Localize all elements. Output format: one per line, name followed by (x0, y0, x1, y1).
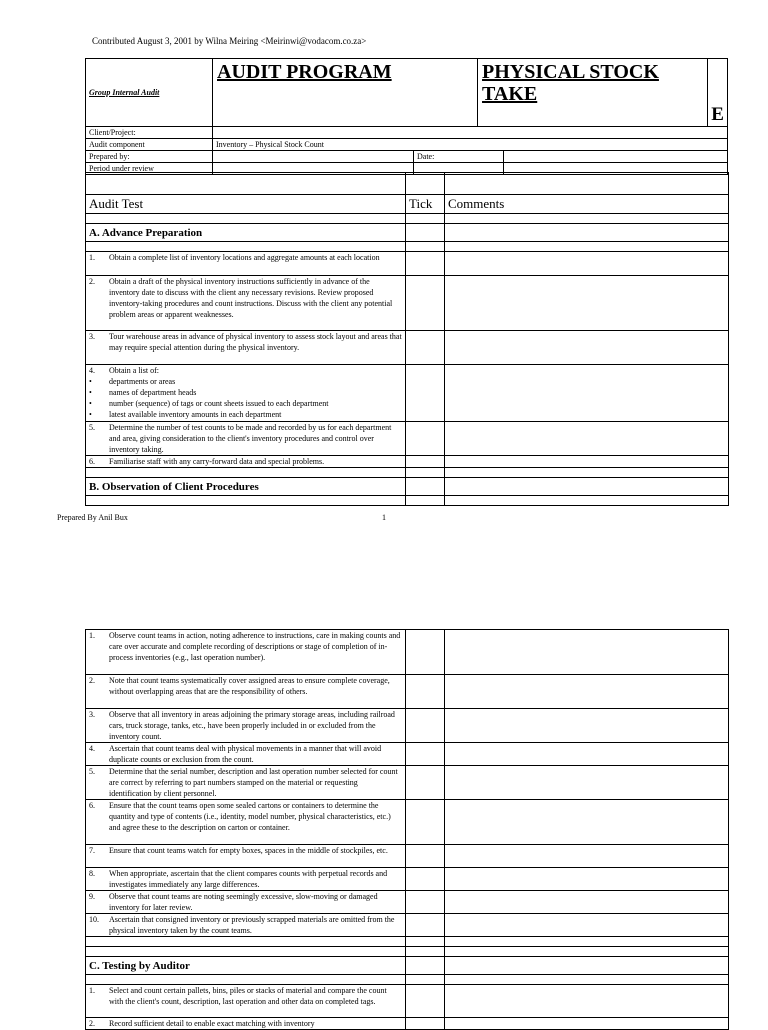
section-a-heading: A. Advance Preparation (86, 224, 406, 242)
bullet-icon: • (89, 388, 92, 397)
comments-cell[interactable] (445, 276, 729, 331)
list-item: 1. Select and count certain pallets, bins, piles or stacks of material and compare the count with the client's count, description, last operation and other data on completed tags. (86, 985, 406, 1018)
list-item: 5. Determine the number of test counts to be made and recorded by us for each department and area, giving consideration to the client's inventory procedures and control over inventory taking. (86, 422, 406, 456)
audit-program-title: AUDIT PROGRAM (213, 59, 478, 127)
list-item: 1. Observe count teams in action, noting adherence to instructions, care in making counts and care over accurate and complete recording of descriptions or stage of completion of in-process inventories (e.g., last operation number). (86, 630, 406, 675)
audit-header-table (85, 58, 728, 175)
date-label: Date: (414, 151, 504, 163)
tick-cell[interactable] (406, 365, 445, 422)
comments-cell[interactable] (445, 252, 729, 276)
audit-test-column-header: Audit Test (86, 195, 406, 214)
tick-cell[interactable] (406, 800, 445, 845)
tick-cell[interactable] (406, 331, 445, 365)
list-item: 7. Ensure that count teams watch for empty boxes, spaces in the middle of stockpiles, etc. (86, 845, 406, 868)
tick-cell[interactable] (406, 766, 445, 800)
tick-cell[interactable] (406, 252, 445, 276)
physical-stock-take-title: PHYSICAL STOCK TAKE (478, 59, 708, 127)
list-item: 9. Observe that count teams are noting seemingly excessive, slow-moving or damaged inventory for later review. (86, 891, 406, 914)
list-item: 3. Observe that all inventory in areas adjoining the primary storage areas, including railroad cars, truck storage, tanks, etc., have been properly included in or excluded from the inventory count. (86, 709, 406, 743)
audit-table-page-1 (85, 172, 729, 506)
tick-cell[interactable] (406, 845, 445, 868)
comments-cell[interactable] (445, 365, 729, 422)
tick-cell[interactable] (406, 675, 445, 709)
tick-cell[interactable] (406, 709, 445, 743)
audit-component-label: Audit component (86, 139, 213, 151)
list-item: 2. Obtain a draft of the physical inventory instructions sufficiently in advance of the inventory date to discuss with the client any necessary revisions. Review proposed inventory-taking procedures and count instructions. Discuss with the client any potential problem areas or apparent weaknesses. (86, 276, 406, 331)
bullet-icon: • (89, 399, 92, 408)
tick-cell[interactable] (406, 868, 445, 891)
bullet-icon: • (89, 410, 92, 419)
tick-cell[interactable] (406, 630, 445, 675)
list-item: 1. Obtain a complete list of inventory locations and aggregate amounts at each location (86, 252, 406, 276)
tick-cell[interactable] (406, 456, 445, 468)
list-item: 6. Ensure that the count teams open some sealed cartons or containers to determine the quantity and type of contents (i.e., identity, model number, physical characteristics, etc.) and agree these to the description on carton or container. (86, 800, 406, 845)
tick-cell[interactable] (406, 985, 445, 1018)
tick-cell[interactable] (406, 914, 445, 937)
tick-cell[interactable] (406, 422, 445, 456)
comments-cell[interactable] (445, 422, 729, 456)
contribution-note: Contributed August 3, 2001 by Wilna Meiring <Meirinwi@vodacom.co.za> (92, 36, 367, 46)
audit-component-value: Inventory – Physical Stock Count (213, 139, 728, 151)
client-project-label: Client/Project: (86, 127, 213, 139)
list-item: 10. Ascertain that consigned inventory or previously scrapped materials are omitted from the physical inventory taken by the count teams. (86, 914, 406, 937)
period-under-review-label: Period under review (86, 163, 213, 175)
footer-prepared-by: Prepared By Anil Bux (57, 513, 128, 522)
tick-cell[interactable] (406, 743, 445, 766)
comments-cell[interactable] (445, 675, 729, 709)
list-item: 3. Tour warehouse areas in advance of physical inventory to assess stock layout and areas that may require special attention during the physical inventory. (86, 331, 406, 365)
tick-cell[interactable] (406, 891, 445, 914)
prepared-by-label: Prepared by: (86, 151, 213, 163)
page-number: 1 (382, 513, 386, 522)
comments-cell[interactable] (445, 868, 729, 891)
list-item: 2. Record sufficient detail to enable exact matching with inventory (86, 1018, 406, 1030)
comments-cell[interactable] (445, 709, 729, 743)
bullet-icon: • (89, 377, 92, 386)
comments-cell[interactable] (445, 914, 729, 937)
list-item: 4. Ascertain that count teams deal with physical movements in a manner that will avoid duplicate counts or exclusion from the count. (86, 743, 406, 766)
list-item: 4. Obtain a list of: • departments or areas • names of department heads • number (sequence) of tags or count sheets issued to each department • latest available inventory amounts in each department (86, 365, 406, 422)
list-item: 6. Familiarise staff with any carry-forward data and special problems. (86, 456, 406, 468)
section-c-heading: C. Testing by Auditor (86, 957, 406, 975)
comments-column-header: Comments (445, 195, 729, 214)
comments-cell[interactable] (445, 845, 729, 868)
tick-cell[interactable] (406, 276, 445, 331)
list-item: 2. Note that count teams systematically cover assigned areas to ensure complete coverage, without overlapping areas that are the responsibility of others. (86, 675, 406, 709)
audit-table-page-2 (85, 629, 729, 1030)
comments-cell[interactable] (445, 743, 729, 766)
comments-cell[interactable] (445, 456, 729, 468)
section-code: E (708, 59, 728, 127)
client-project-field[interactable] (213, 127, 728, 139)
tick-column-header: Tick (406, 195, 445, 214)
list-item: 8. When appropriate, ascertain that the client compares counts with perpetual records and investigates immediately any large differences. (86, 868, 406, 891)
comments-cell[interactable] (445, 331, 729, 365)
comments-cell[interactable] (445, 891, 729, 914)
comments-cell[interactable] (445, 985, 729, 1018)
group-internal-audit-label: Group Internal Audit (86, 59, 213, 127)
date-field[interactable] (504, 151, 728, 163)
list-item: 5. Determine that the serial number, description and last operation number selected for count are correct by referring to part numbers stamped on the material or requesting identification by client personnel. (86, 766, 406, 800)
prepared-by-field[interactable] (213, 151, 414, 163)
section-b-heading: B. Observation of Client Procedures (86, 478, 406, 496)
comments-cell[interactable] (445, 630, 729, 675)
comments-cell[interactable] (445, 766, 729, 800)
comments-cell[interactable] (445, 800, 729, 845)
